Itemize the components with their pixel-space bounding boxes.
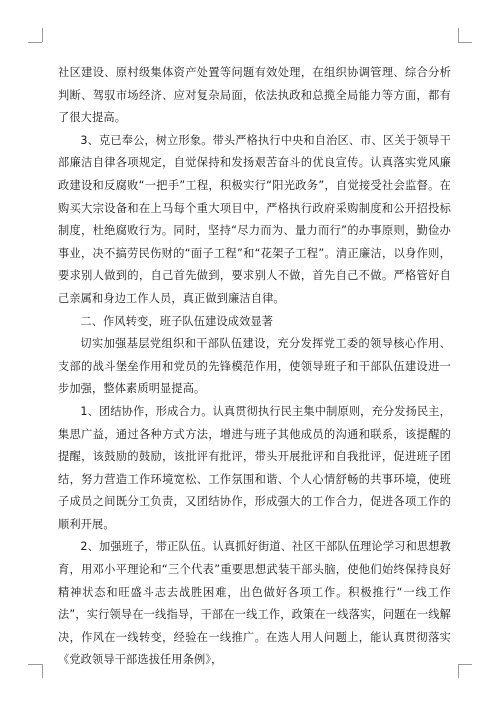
paragraph-unity: 1、团结协作，形成合力。认真贯彻执行民主集中制原则，充分发扬民主，集思广益，通过各种方式方法，增进与班子其他成员的沟通和联系，该提醒的提醒，该鼓励的鼓励，该批评有批评，带头开展批评和自我批评，促进班子团结，努力营造工作环境宽松、工作氛围和谐、个人心情舒畅的共事环境，使班子成员之间既分工负责，又团结协作，形成强大的工作合力，促进各项工作的顺利开展。 bbox=[58, 404, 451, 531]
paragraph-continuation: 社区建设、原村级集体资产处置等问题有效处理，在组织协调管理、综合分析判断、驾驭市场经济、应对复杂局面，依法执政和总揽全局能力等方面，都有了很大提高。 bbox=[58, 66, 451, 125]
crop-mark-bottom-right-v bbox=[458, 664, 459, 678]
crop-mark-bottom-left-v bbox=[42, 664, 43, 678]
paragraph-team-building: 切实加强基层党组织和干部队伍建设，充分发挥党工委的领导核心作用、支部的战斗堡垒作用和党员的先锋模范作用，使领导班子和干部队伍建设进一步加强，整体素质明显提高。 bbox=[58, 337, 451, 396]
paragraph-strengthen-team: 2、加强班子，带正队伍。认真抓好街道、社区干部队伍理论学习和思想教育，用邓小平理论和“三个代表”重要思想武装干部头脑，使他们始终保持良好精神状态和旺盛斗志去战胜困难，出色做好各项工作。积极推行“一线工作法”，实行领导在一线指导，干部在一线工作，政策在一线落实，问题在一线解决，作风在一线转变，经验在一线推广。在选人用人问题上，能认真贯彻落实《党政领导干部选拔任用条例》， bbox=[58, 540, 451, 667]
crop-mark-bottom-right-h bbox=[458, 664, 472, 665]
document-body bbox=[58, 62, 451, 672]
crop-mark-top-right-v bbox=[458, 28, 459, 42]
paragraph-self-discipline: 3、克已奉公，树立形象。带头严格执行中央和自治区、市、区关于领导干部廉洁自律各项规定，自觉保持和发扬艰苦奋斗的优良宣传。认真落实党风廉政建设和反腐败“一把手”工程，积极实行“阳光政务”，自觉接受社会监督。在购买大宗设备和在上马每个重大项目中，严格执行政府采购制度和公开招投标制度，杜绝腐败行为。同时，坚持“尽力而为、量力而行”的办事原则，勤俭办事业，决不搞劳民伤财的“面子工程”和“花架子工程”。清正廉洁，以身作则，要求别人做到的，自己首先做到，要求别人不做，首先自己不做。严格管好自己亲属和身边工作人员，真正做到廉洁自律。 bbox=[58, 133, 451, 305]
crop-mark-top-right-h bbox=[458, 42, 472, 43]
crop-mark-top-left-h bbox=[28, 42, 42, 43]
crop-mark-top-left-v bbox=[42, 28, 43, 42]
section-heading: 二、作风转变，班子队伍建设成效显著 bbox=[80, 314, 274, 328]
crop-mark-bottom-left-h bbox=[28, 664, 42, 665]
